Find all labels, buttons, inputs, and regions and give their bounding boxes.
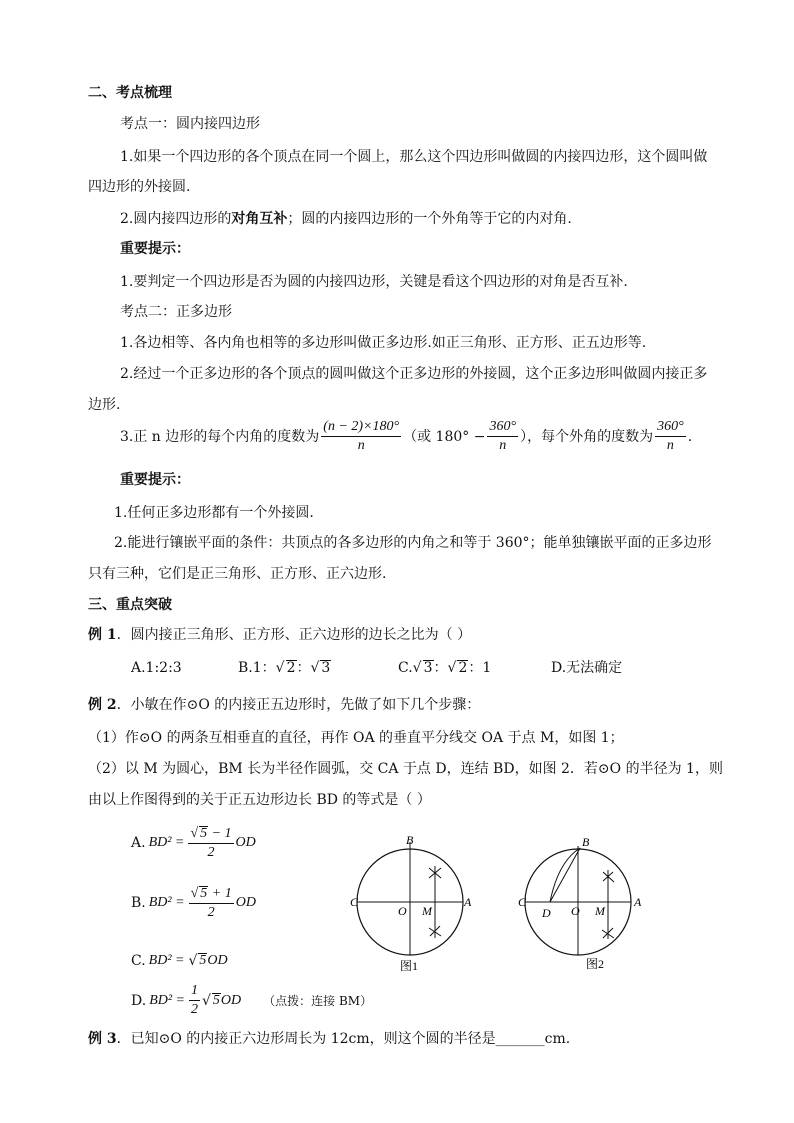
- fraction-numerator: 1: [189, 984, 200, 1001]
- kp2-p1: 1.各边相等、各内角也相等的多边形叫做正多边形.如正三角形、正方形、正五边形等.: [120, 335, 647, 351]
- kp2-p3-prefix: 3.正 n 边形的每个内角的度数为: [120, 428, 320, 445]
- exterior-angle-fraction: [655, 420, 686, 453]
- equation-lhs: BD² =: [148, 952, 185, 968]
- tip2-p2-line1: 2.能进行镶嵌平面的条件：共顶点的各多边形的内角之和等于 360°；能单独镶嵌平面的正多边形: [114, 535, 712, 551]
- kp1-p1-line1: 1.如果一个四边形的各个顶点在同一个圆上，那么这个四边形叫做圆的内接四边形，这个圆叫做: [120, 149, 708, 165]
- tip2-p1: 1.任何正多边形都有一个外接圆.: [114, 505, 314, 521]
- radicand: 3: [321, 660, 331, 676]
- alt-angle-fraction: [487, 420, 518, 453]
- ex2-step2-line2: 由以上作图得到的关于正五边形边长 BD 的等式是（ ）: [88, 792, 431, 808]
- radicand: 5: [200, 826, 208, 841]
- fraction-numerator: 360°: [487, 420, 518, 437]
- ex2-question: ．小敏在作⊙O 的内接正五边形时，先做了如下几个步骤：: [116, 697, 481, 713]
- ex2-stem: [88, 698, 480, 712]
- kp2-p3-mid-a: （或 180° −: [403, 428, 486, 445]
- radicand: 5: [199, 953, 207, 968]
- label-a: A: [634, 895, 642, 909]
- label-d: D: [542, 906, 551, 920]
- equation-rhs: OD: [235, 895, 256, 910]
- label-m: M: [422, 904, 432, 918]
- numerator-tail: − 1: [208, 826, 232, 841]
- radicand: 5: [200, 886, 208, 901]
- equation-lhs: BD² =: [149, 992, 185, 1008]
- ex2-step2-line1: （2）以 M 为圆心，BM 长为半径作圆弧，交 CA 于点 D，连结 BD，如图 2．若⊙O 的半径为 1，则: [88, 761, 723, 777]
- equation-rhs: OD: [220, 992, 242, 1008]
- tip2-title: 重要提示：: [120, 472, 190, 488]
- kp1-p2-end: ；圆的内接四边形的一个外角等于它的内对角.: [287, 211, 572, 227]
- kp2-p3: [120, 420, 692, 453]
- fraction-numerator: (n − 2)×180°: [321, 420, 401, 437]
- radicand: 5: [212, 993, 220, 1008]
- figure-2-caption: 图2: [586, 957, 605, 971]
- ex1-option-a: A.1:2:3: [131, 660, 182, 676]
- ex2-step1: （1）作⊙O 的两条互相垂直的直径，再作 OA 的垂直平分线交 OA 于点 M，如图 1；: [88, 730, 624, 746]
- label-c: C: [518, 895, 527, 909]
- ex3-label: 例 3: [88, 1031, 117, 1047]
- ex1-stem: [88, 628, 471, 642]
- label-b: B: [406, 833, 414, 847]
- fraction-denominator: n: [357, 438, 365, 453]
- kp1-title: 考点一：圆内接四边形: [120, 116, 260, 132]
- equation-rhs: OD: [207, 952, 228, 968]
- numerator-tail: + 1: [208, 886, 232, 901]
- ex2-option-a: [131, 826, 256, 860]
- option-prefix: B.: [131, 895, 146, 911]
- ex1-option-c: C.√ 3：√ 2：1: [398, 660, 492, 676]
- fraction-denominator: n: [666, 438, 674, 453]
- option-prefix: A.: [131, 835, 146, 851]
- kp1-p1-line2: 四边形的外接圆.: [88, 179, 191, 195]
- ratio-tail: ：1: [468, 660, 492, 676]
- ex2-option-d: D. BD² = $\frac{1}{2}$ √ 5 OD （点拨：连接 BM）: [131, 983, 373, 1017]
- ratio-separator: ：: [433, 660, 448, 676]
- option-prefix: C.: [131, 952, 146, 969]
- fraction-numerator: 360°: [655, 420, 686, 437]
- radicand: 2: [458, 660, 468, 676]
- ratio-separator: ：: [296, 660, 311, 676]
- ex2-option-c: C. BD² = √ 5 OD: [131, 952, 228, 969]
- hint-text: （点拨：连接 BM）: [263, 993, 373, 1008]
- equation-fraction: [189, 984, 200, 1017]
- equation-fraction: $\frac{√ 5 + 1}{2}$: [190, 886, 232, 920]
- tip1-p1: 1.要判定一个四边形是否为圆的内接四边形，关键是看这个四边形的对角是否互补.: [120, 274, 628, 290]
- kp2-p3-mid-b: ），每个外角的度数为: [520, 428, 654, 445]
- kp2-p2-line2: 边形.: [88, 397, 121, 413]
- label-o: O: [571, 904, 580, 918]
- option-prefix: B.1：: [238, 660, 276, 676]
- fraction-denominator: 2: [207, 845, 215, 860]
- equation-lhs: BD² =: [148, 895, 185, 910]
- label-m: M: [595, 904, 605, 918]
- interior-angle-fraction: [321, 420, 401, 453]
- label-b: B: [582, 835, 590, 849]
- figure-2-diagram: [514, 832, 656, 974]
- ex3-unit: cm.: [544, 1031, 571, 1047]
- radicand: 2: [286, 660, 296, 676]
- label-c: C: [350, 895, 359, 909]
- figure-1-caption: 图1: [400, 959, 419, 973]
- kp1-p2: [120, 212, 572, 226]
- ex2-label: 例 2: [88, 697, 117, 713]
- kp2-title: 考点二：正多边形: [120, 304, 232, 320]
- kp2-p2-line1: 2.经过一个正多边形的各个顶点的圆叫做这个正多边形的外接圆，这个正多边形叫做圆内接正多: [120, 366, 708, 382]
- segment-bd: [550, 848, 580, 902]
- fraction-denominator: 2: [207, 905, 215, 920]
- tip2-p2-line2: 只有三种，它们是正三角形、正方形、正六边形.: [88, 566, 387, 582]
- section2-title: 二、考点梳理: [88, 85, 172, 101]
- equation-rhs: OD: [235, 835, 256, 850]
- section3-title: 三、重点突破: [88, 597, 172, 613]
- ex1-label: 例 1: [88, 627, 117, 643]
- ex3-question: ．已知⊙O 的内接正六边形周长为 12cm，则这个圆的半径是: [116, 1031, 496, 1047]
- option-prefix: D.: [131, 992, 147, 1009]
- ex3-stem: [88, 1032, 570, 1046]
- equation-fraction: $\frac{√ 5 - 1}{2}$: [190, 826, 232, 860]
- label-o: O: [398, 904, 407, 918]
- ex1-option-b: B.1：√ 2：√ 3: [238, 660, 331, 676]
- answer-blank[interactable]: _______: [495, 1031, 545, 1047]
- label-a: A: [464, 895, 472, 909]
- kp1-p2-start: 2.圆内接四边形的: [120, 211, 232, 227]
- tip1-title: 重要提示：: [120, 241, 190, 257]
- fraction-denominator: 2: [191, 1002, 198, 1017]
- option-prefix: C.: [398, 660, 413, 676]
- ex1-question: ．圆内接正三角形、正方形、正六边形的边长之比为（ ）: [116, 627, 472, 643]
- equation-lhs: BD² =: [148, 835, 185, 850]
- radicand: 3: [423, 660, 433, 676]
- ex2-option-b: [131, 886, 256, 920]
- kp2-p3-end: .: [687, 428, 693, 445]
- ex1-option-d: D.无法确定: [551, 660, 623, 676]
- fraction-denominator: n: [499, 438, 507, 453]
- kp1-p2-bold: 对角互补: [231, 211, 288, 227]
- figure-1-diagram: [340, 828, 480, 976]
